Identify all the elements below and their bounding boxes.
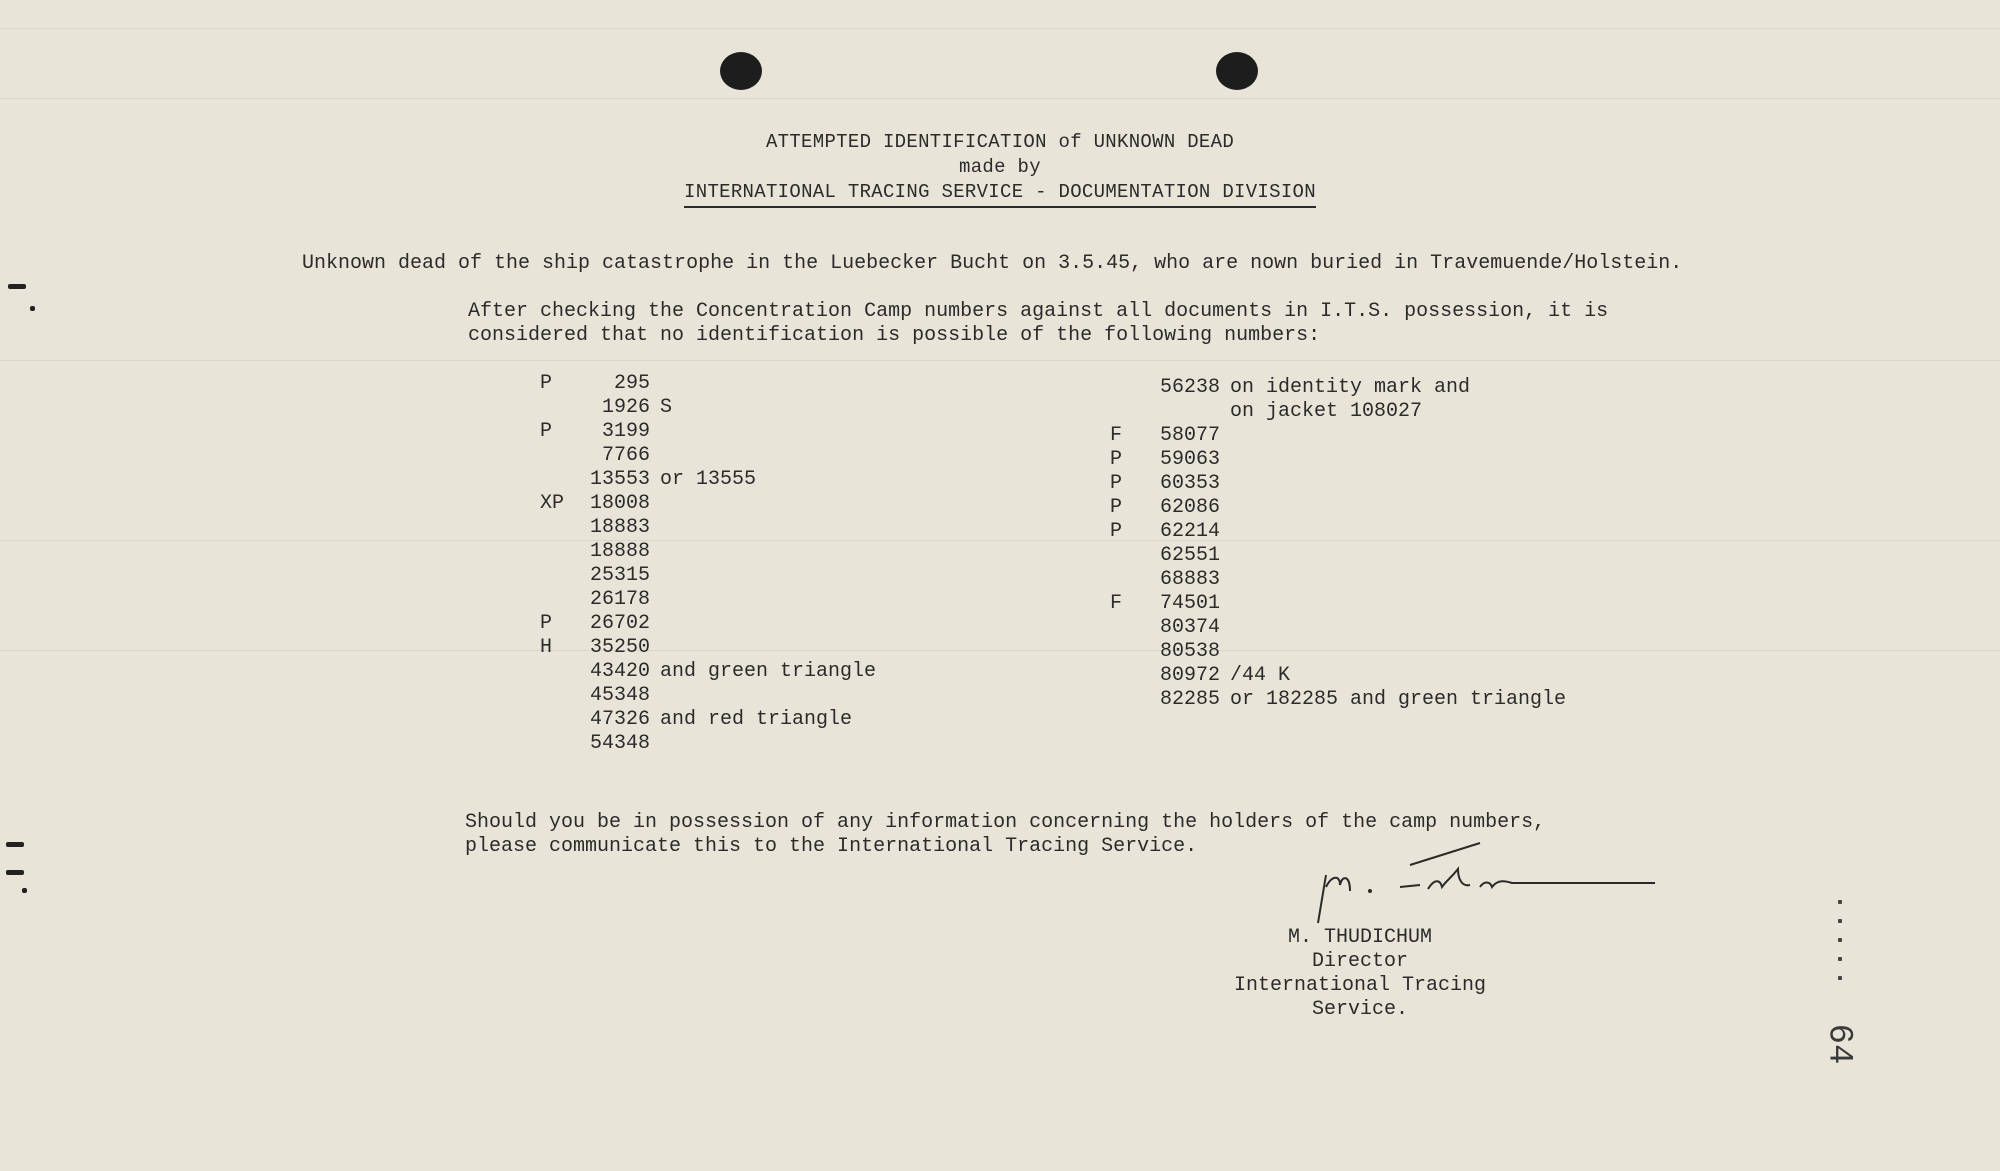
number-note: on jacket 108027 [1230, 400, 1423, 423]
left-number-row [540, 636, 876, 660]
right-number-row [1110, 376, 1566, 400]
camp-number: 59063 [1159, 448, 1220, 471]
heading-line-2: made by [959, 156, 1041, 178]
right-number-row [1110, 640, 1566, 664]
number-prefix: P [540, 420, 553, 443]
paper-rule [0, 28, 2000, 29]
camp-number: 62214 [1159, 520, 1220, 543]
heading-line-1: ATTEMPTED IDENTIFICATION of UNKNOWN DEAD [765, 131, 1235, 153]
camp-number: 60353 [1159, 472, 1220, 495]
number-note: /44 K [1230, 664, 1291, 687]
left-number-row [540, 684, 876, 708]
right-number-row [1110, 424, 1566, 448]
camp-number: 13553 [589, 468, 650, 491]
number-prefix: P [1110, 496, 1123, 519]
number-prefix: P [1110, 472, 1123, 495]
statement-line-2: considered that no identification is possible of the following numbers: [468, 324, 1321, 347]
camp-number: 18888 [589, 540, 650, 563]
edge-mark [6, 842, 24, 847]
right-number-row [1110, 520, 1566, 544]
camp-number: 18883 [589, 516, 650, 539]
edge-mark [30, 306, 35, 311]
camp-number: 68883 [1159, 568, 1220, 591]
number-prefix: F [1110, 424, 1123, 447]
camp-number: 47326 [589, 708, 650, 731]
edge-mark [6, 870, 24, 875]
paper-rule [0, 360, 2000, 361]
camp-number: 7766 [601, 444, 650, 467]
right-number-row [1110, 448, 1566, 472]
camp-number: 25315 [589, 564, 650, 587]
handwritten-signature [1300, 835, 1660, 925]
left-number-row [540, 612, 876, 636]
paper-rule [0, 540, 2000, 541]
number-note: and red triangle [660, 708, 853, 731]
edge-mark [8, 284, 26, 289]
paper-rule [0, 650, 2000, 651]
number-prefix: P [1110, 448, 1123, 471]
page-number: 64 [1819, 1023, 1858, 1065]
signer-name: M. THUDICHUM [1287, 926, 1433, 949]
left-number-row [540, 732, 876, 756]
intro-text: Unknown dead of the ship catastrophe in the Luebecker Bucht on 3.5.45, who are nown buried in Travemuende/Holstein. [302, 252, 1683, 275]
signer-organization: International Tracing Service. [1233, 974, 1487, 1021]
left-number-row [540, 444, 876, 468]
camp-number: 80374 [1159, 616, 1220, 639]
punch-hole [720, 52, 762, 90]
number-prefix: P [1110, 520, 1123, 543]
punch-hole [1216, 52, 1258, 90]
closing-line-2: please communicate this to the International Tracing Service. [465, 835, 1198, 858]
right-number-row [1110, 616, 1566, 640]
edge-mark [22, 888, 27, 893]
number-prefix: P [540, 612, 553, 635]
camp-number: 18008 [589, 492, 650, 515]
left-number-row [540, 468, 876, 492]
camp-number: 54348 [589, 732, 650, 755]
camp-number: 80972 [1159, 664, 1220, 687]
signature-block [1180, 926, 1540, 1022]
left-number-row [540, 660, 876, 684]
camp-number: 56238 [1159, 376, 1220, 399]
camp-number: 62551 [1159, 544, 1220, 567]
right-number-row [1110, 400, 1566, 424]
camp-number: 295 [613, 372, 650, 395]
number-prefix: H [540, 636, 553, 659]
statement-line-1: After checking the Concentration Camp numbers against all documents in I.T.S. possession, it is [468, 300, 1609, 323]
camp-number: 43420 [589, 660, 650, 683]
left-number-list [540, 372, 876, 756]
left-number-row [540, 540, 876, 564]
closing-line-1: Should you be in possession of any information concerning the holders of the camp numbers, [465, 811, 1546, 834]
left-number-row [540, 564, 876, 588]
camp-number: 3199 [601, 420, 650, 443]
right-number-row [1110, 592, 1566, 616]
document-heading [0, 130, 2000, 208]
signer-title: Director [1311, 950, 1408, 973]
heading-line-3: INTERNATIONAL TRACING SERVICE - DOCUMENTATION DIVISION [684, 180, 1316, 208]
number-prefix: F [1110, 592, 1123, 615]
camp-number: 74501 [1159, 592, 1220, 615]
camp-number: 26178 [589, 588, 650, 611]
right-number-row [1110, 496, 1566, 520]
number-note: S [660, 396, 673, 419]
number-note: or 13555 [660, 468, 757, 491]
left-number-row [540, 708, 876, 732]
left-number-row [540, 372, 876, 396]
left-number-row [540, 492, 876, 516]
right-number-row [1110, 544, 1566, 568]
camp-number: 35250 [589, 636, 650, 659]
left-number-row [540, 396, 876, 420]
camp-number: 45348 [589, 684, 650, 707]
right-number-row [1110, 472, 1566, 496]
right-number-list [1110, 376, 1566, 712]
right-number-row [1110, 664, 1566, 688]
number-note: on identity mark and [1230, 376, 1471, 399]
left-number-row [540, 516, 876, 540]
left-number-row [540, 420, 876, 444]
paper-rule [0, 98, 2000, 99]
number-note: and green triangle [660, 660, 877, 683]
camp-number: 26702 [589, 612, 650, 635]
number-prefix: XP [540, 492, 565, 515]
camp-number: 62086 [1159, 496, 1220, 519]
camp-number: 82285 [1159, 688, 1220, 711]
camp-number: 58077 [1159, 424, 1220, 447]
right-number-row [1110, 568, 1566, 592]
right-number-row [1110, 688, 1566, 712]
camp-number: 80538 [1159, 640, 1220, 663]
margin-dots [1838, 900, 1844, 995]
left-number-row [540, 588, 876, 612]
number-prefix: P [540, 372, 553, 395]
number-note: or 182285 and green triangle [1230, 688, 1567, 711]
camp-number: 1926 [601, 396, 650, 419]
